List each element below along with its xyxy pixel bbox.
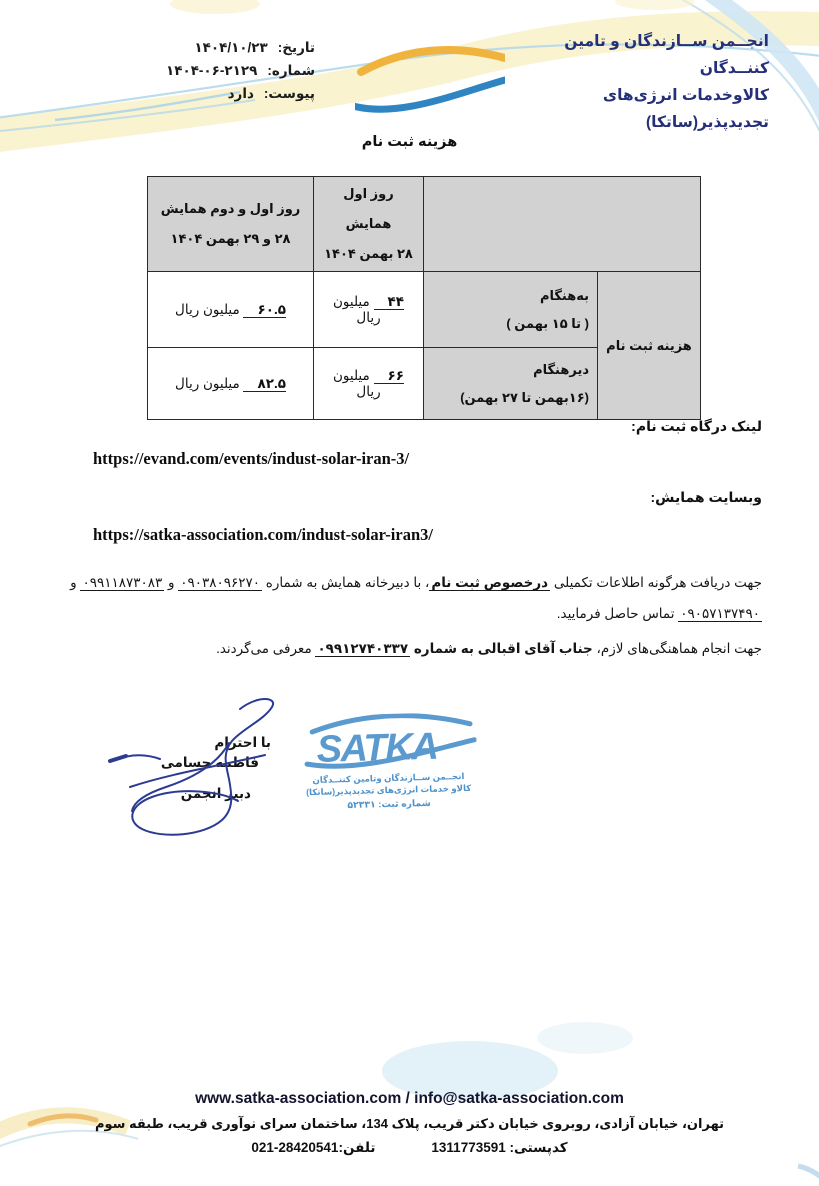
handwritten-signature: [100, 693, 295, 845]
organization-name-line1: انجــمن ســازندگان و تامین کننــدگان: [564, 33, 769, 78]
footer-address: تهران، خیابان آزادی، روبروی خیابان دکتر قریب، پلاک 134، ساختمان سرای نوآوری قریب، طبقه سوم: [94, 1116, 725, 1131]
fee-late-both: [148, 348, 314, 420]
info-paragraph: [55, 567, 762, 629]
fee-ontime-day1: [314, 272, 424, 348]
portal-link-url[interactable]: https://evand.com/events/indust-solar-iran-3/: [93, 449, 410, 468]
fee-unit: میلیون ریال: [175, 375, 240, 391]
fee-value: ۶۶: [374, 368, 404, 384]
fee-unit: میلیون ریال: [333, 293, 381, 325]
svg-text:SATKA: [355, 61, 356, 110]
date-value: ۱۴۰۴/۱۰/۲۳: [194, 40, 268, 55]
letter-meta: [70, 36, 315, 105]
svg-text:SATKA: SATKA: [316, 725, 438, 771]
signature-name: فاطمه حسامی: [160, 755, 259, 770]
letter-number: [70, 59, 315, 82]
row-label-late: دیرهنگام (۱۶بهمن تا ۲۷ بهمن): [424, 348, 598, 420]
attachment-label: پیوست:: [263, 86, 315, 101]
stamp-org-line2: کالاو خدمات انرژی‌های تجدیدپذیر(ساتکا): [306, 783, 472, 798]
phone-number-4: ۰۹۹۱۲۷۴۰۳۳۷: [317, 641, 409, 656]
satka-logo: [355, 42, 505, 122]
row-group-label: هزینه ثبت نام: [598, 272, 701, 420]
footer-web-email[interactable]: www.satka-association.com / info@satka-association.com: [195, 1090, 624, 1107]
registration-emphasis: درخصوص ثبت نام: [431, 575, 549, 590]
page-title: هزینه ثبت نام: [361, 134, 458, 150]
number-value: ۱۴۰۴-۰۶-۲۱۲۹: [165, 63, 258, 78]
letter-date: [70, 36, 315, 59]
footer-contact-row: [0, 1140, 819, 1156]
organization-name: [511, 28, 769, 137]
stamp-registration-number: شماره ثبت: ۵۲۳۳۱: [347, 797, 431, 810]
row-label-ontime: به‌هنگام ( تا ۱۵ بهمن ): [424, 272, 598, 348]
site-link-url[interactable]: https://satka-association.com/indust-solar-iran3/: [93, 525, 433, 544]
letterhead: [349, 28, 769, 137]
stamp-org-line1: انجــمن ســازندگان وتامین کننــدگان: [312, 771, 465, 785]
site-link-label: وبسایت همایش:: [650, 489, 762, 505]
footer-postal-code: کدپستی: 1311773591: [431, 1140, 568, 1155]
organization-name-line2: کالاوخدمات انرژی‌های تجدیدپذیر(ساتکا): [602, 87, 769, 132]
col-header-both-days: روز اول و دوم همایش ۲۸ و ۲۹ بهمن ۱۴۰۴: [148, 177, 314, 272]
phone-number-1: ۰۹۰۳۸۰۹۶۲۷۰: [180, 575, 261, 590]
satka-stamp: [297, 712, 479, 813]
date-label: تاریخ:: [277, 40, 315, 55]
fee-table: [147, 176, 701, 420]
phone-number-2: ۰۹۹۱۱۸۷۳۰۸۳: [82, 575, 163, 590]
footer-phone: تلفن:021-28420541: [251, 1140, 376, 1155]
fee-late-day1: [314, 348, 424, 420]
contact-person: جناب آقای اقبالی به شماره: [410, 641, 593, 656]
attachment-value: دارد: [227, 86, 254, 101]
phone-number-3: ۰۹۰۵۷۱۳۷۴۹۰: [680, 606, 760, 621]
number-label: شماره:: [267, 63, 315, 78]
fee-unit: میلیون ریال: [333, 367, 381, 399]
fee-unit: میلیون ریال: [175, 301, 240, 317]
table-corner-empty-cell: [424, 177, 701, 272]
table-header-row: [148, 177, 701, 272]
col-header-day1: روز اول همایش ۲۸ بهمن ۱۴۰۴: [314, 177, 424, 272]
info-paragraph-line2: ۰۹۰۵۷۱۳۷۴۹۰ تماس حاصل فرمایید.: [556, 606, 760, 621]
fee-ontime-both: [148, 272, 314, 348]
satka-logo-icon: [355, 42, 505, 122]
fee-value: ۶۰.۵: [243, 302, 285, 318]
portal-link-label: لینک درگاه ثبت نام:: [631, 418, 762, 434]
table-row-ontime: [148, 272, 701, 348]
signature-salutation: با احترام: [214, 735, 271, 750]
coordination-paragraph: جهت انجام هماهنگی‌های لازم، جناب آقای اقبالی به شماره ۰۹۹۱۲۷۴۰۳۳۷ معرفی می‌گردند.: [216, 641, 762, 656]
fee-value: ۸۲.۵: [243, 376, 285, 392]
info-paragraph-line1: جهت دریافت هرگونه اطلاعات تکمیلی درخصوص ثبت نام، با دبیرخانه همایش به شماره ۰۹۰۳۸۰۹۶۲۷۰ و ۰۹۹۱۱۸۷۳۰۸۳ و: [70, 575, 762, 590]
signature-role: دبیر انجمن: [180, 786, 251, 801]
fee-value: ۴۴: [374, 294, 404, 310]
letter-attachment: [70, 82, 315, 105]
satka-stamp-logo-icon: [298, 712, 477, 775]
